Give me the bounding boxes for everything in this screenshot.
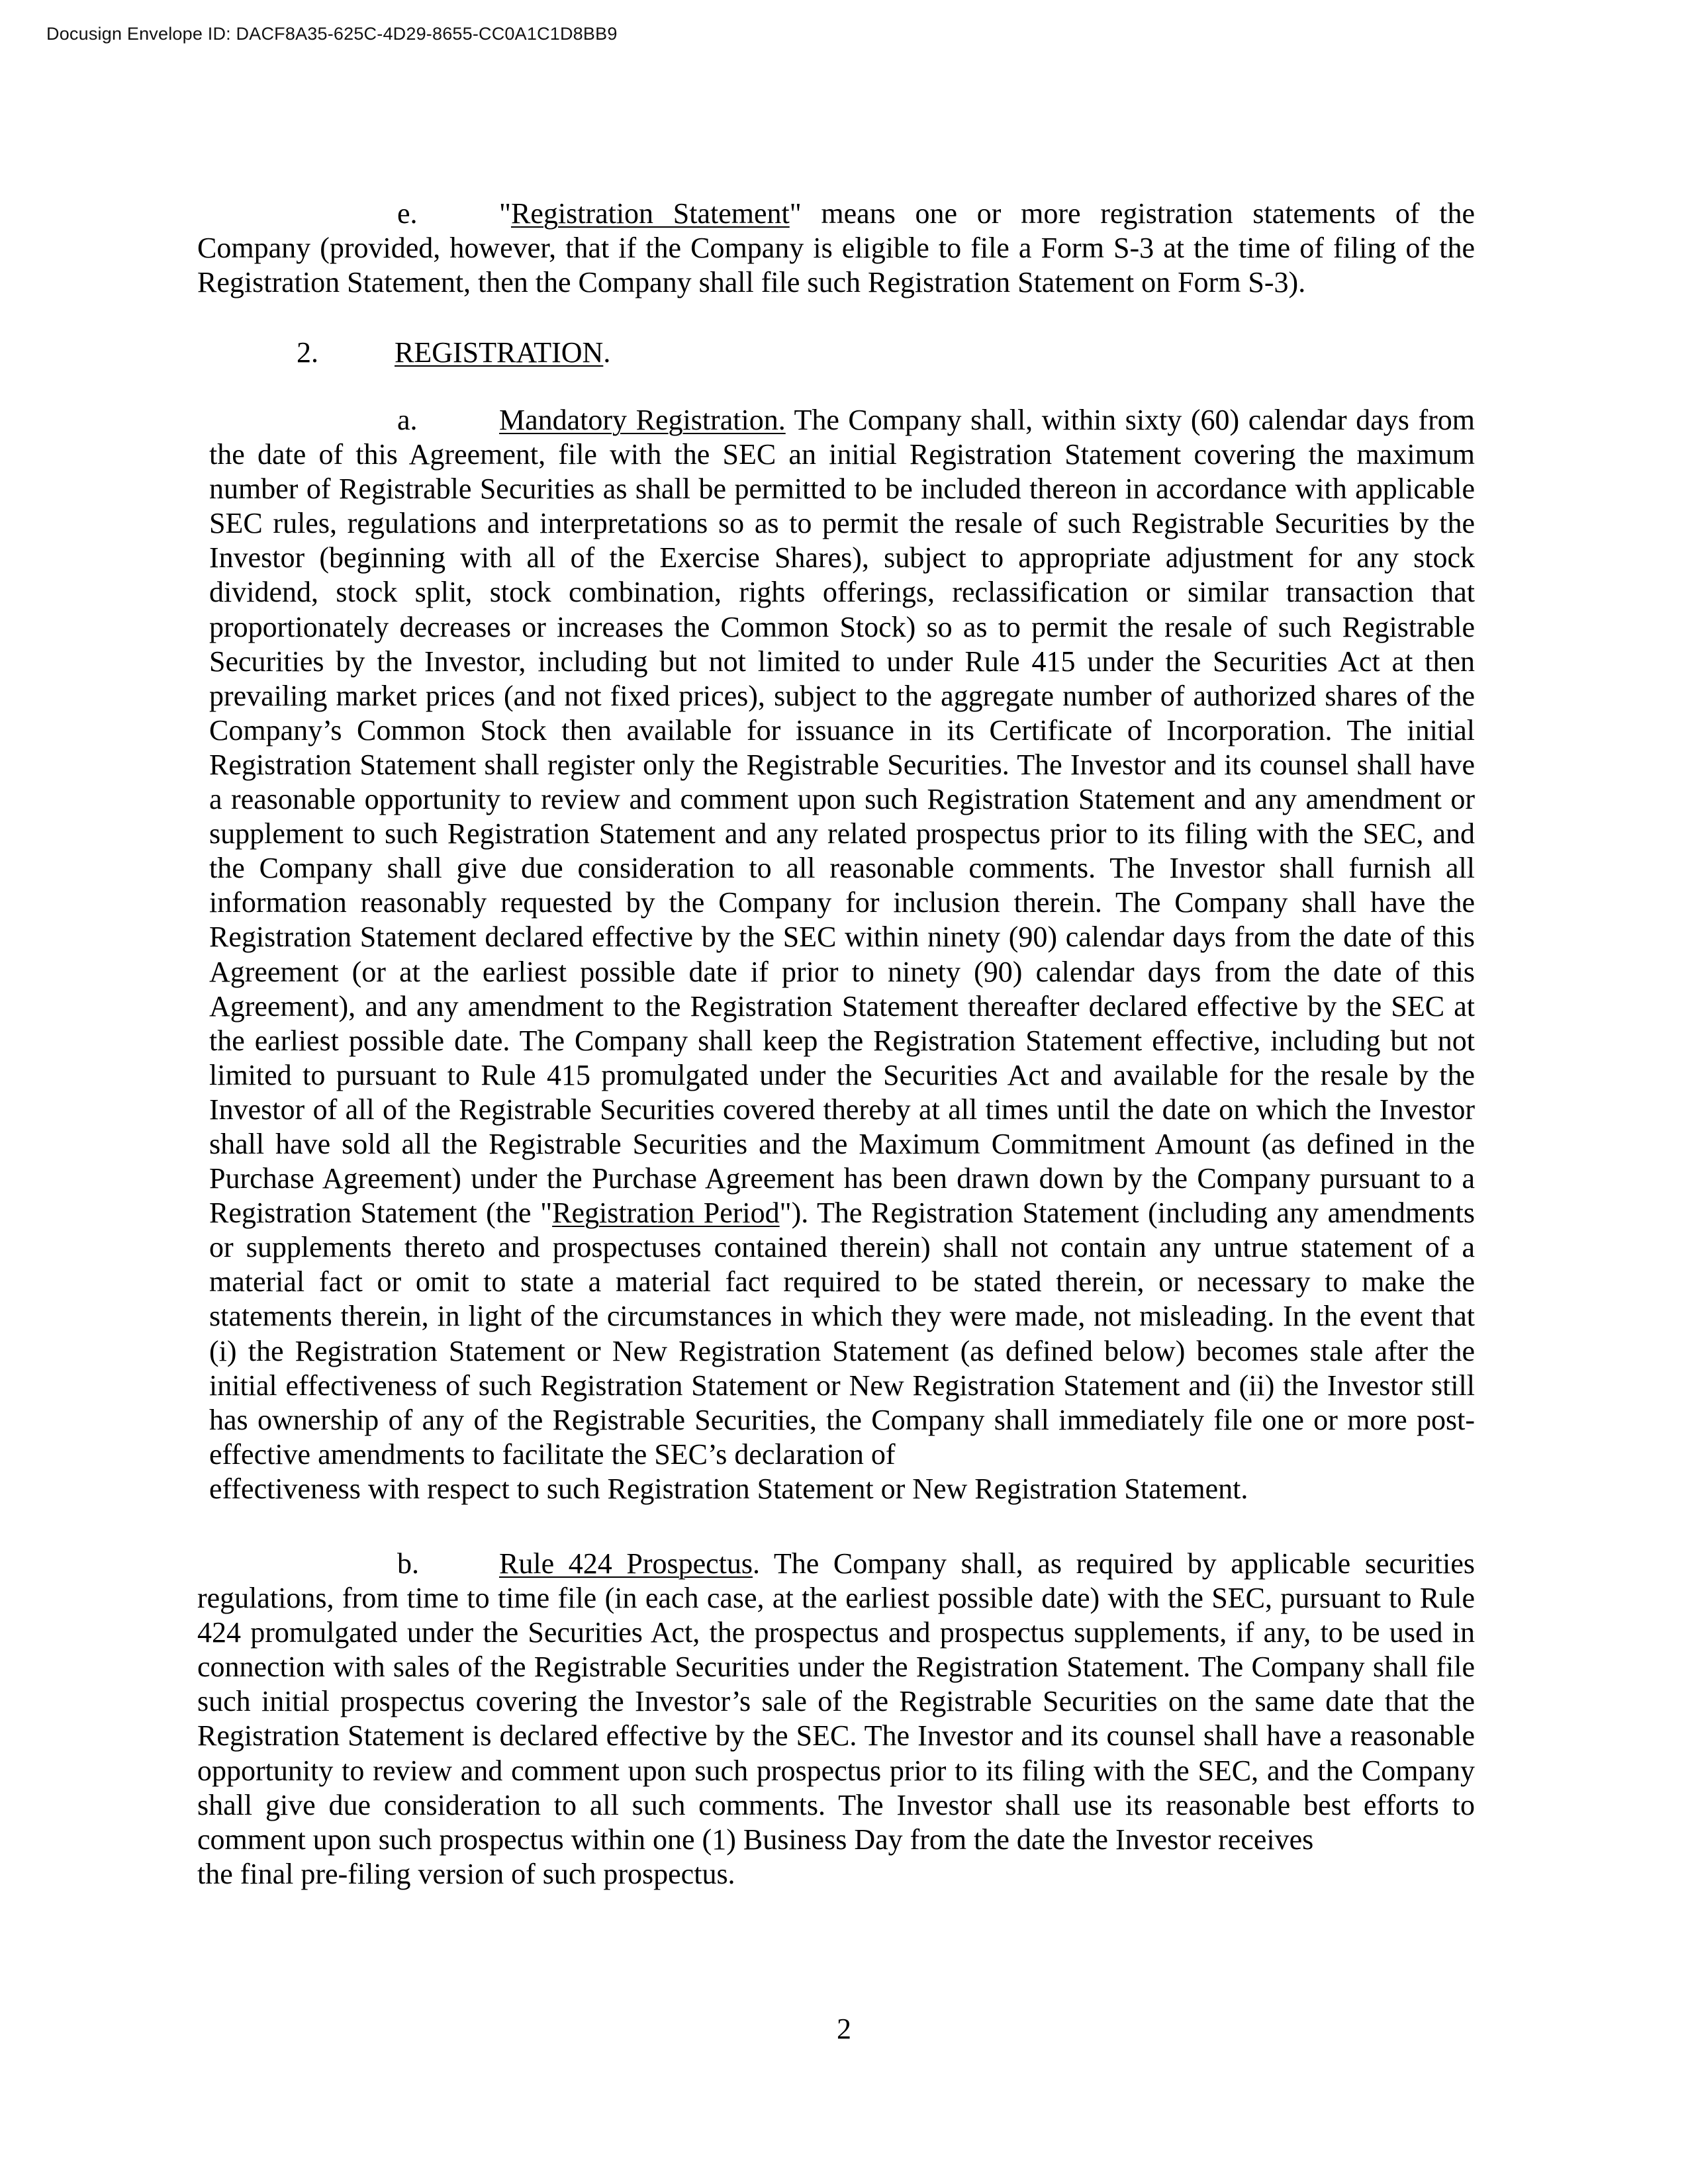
section-2b-text: . The Company shall, as required by applicable securities regulations, from time to time file (in each case, at the earliest possible date) with the SEC, pursuant to Rule 424 promulgated under the Securities Act, the prospectus and prospectus supplements, if any, to be used in connection with sales of the Registrable Securities under the Registration Statement. The Company shall file such initial prospectus covering the Investor’s sale of the Registrable Securities on the same date that the Registration Statement is declared effective by the SEC. The Investor and its counsel shall have a reasonable opportunity to review and comment upon such prospectus prior to its filing with the SEC, and the Company shall give due consideration to all such comments. The Investor shall use its reasonable best efforts to comment upon such prospectus within one (1) Business Day from the date the Investor receives <box>197 1547 1475 1856</box>
section-2-title: REGISTRATION <box>395 336 604 369</box>
section-2a-label: a. <box>397 404 418 436</box>
section-2-number: 2. <box>297 336 318 369</box>
section-2-heading: 2. REGISTRATION. <box>297 336 610 370</box>
section-2b-label: b. <box>397 1547 419 1580</box>
section-2a-last-line: effectiveness with respect to such Registration Statement or New Registration Statement. <box>209 1472 1248 1505</box>
definition-e-label: e. <box>397 197 418 230</box>
definition-e-paragraph: e. "Registration Statement" means one or more registration statements of the Company (provided, however, that if the Company is eligible to file a Form S-3 at the time of filing of the Registration Statement, then the Company shall file such Registration Statement on Form S-3). <box>197 197 1475 299</box>
section-2b-paragraph <box>197 1547 1475 1891</box>
definition-e-text: " means one or more registration statements of the Company (provided, however, that if the Company is eligible to file a Form S-3 at the time of filing of the Registration Statement, then the Company shall file such Registration Statement on Form S-3). <box>197 197 1475 299</box>
section-2a-title: Mandatory Registration. <box>499 404 786 436</box>
section-2b-last-line: the final pre-filing version of such prospectus. <box>197 1857 735 1890</box>
docusign-envelope-id: Docusign Envelope ID: DACF8A35-625C-4D29-8655-CC0A1C1D8BB9 <box>46 24 618 44</box>
section-2a-paragraph <box>209 403 1475 1506</box>
defined-term-registration-period: Registration Period <box>552 1197 780 1230</box>
section-2a-text-continued: "). The Registration Statement (including any amendments or supplements thereto and prospectuses contained therein) shall not contain any untrue statement of a material fact or omit to state a material fact required to be stated therein, or necessary to make the statements therein, in light of the circumstances in which they were made, not misleading. In the event that (i) the Registration Statement or New Registration Statement (as defined below) becomes stale after the initial effectiveness of such Registration Statement or New Registration Statement and (ii) the Investor still has ownership of any of the Registrable Securities, the Company shall immediately file one or more post-effective amendments to facilitate the SEC’s declaration of <box>209 1197 1476 1471</box>
page-number: 2 <box>837 2013 851 2045</box>
section-2b-title: Rule 424 Prospectus <box>499 1547 753 1580</box>
defined-term-registration-statement: Registration Statement <box>510 197 790 230</box>
section-2a-text: The Company shall, within sixty (60) calendar days from the date of this Agreement, file with the SEC an initial Registration Statement covering the maximum number of Registrable Securities as shall be permitted to be included thereon in accordance with applicable SEC rules, regulations and interpretations so as to permit the resale of such Registrable Securities by the Investor (beginning with all of the Exercise Shares), subject to appropriate adjustment for any stock dividend, stock split, stock combination, rights offerings, reclassification or similar transaction that proportionately decreases or increases the Common Stock) so as to permit the resale of such Registrable Securities by the Investor, including but not limited to under Rule 415 under the Securities Act at then prevailing market prices (and not fixed prices), subject to the aggregate number of authorized shares of the Company’s Common Stock then available for issuance in its Certificate of Incorporation. The initial Registration Statement shall register only the Registrable Securities. The Investor and its counsel shall have a reasonable opportunity to review and comment upon such Registration Statement and any amendment or supplement to such Registration Statement and any related prospectus prior to its filing with the SEC, and the Company shall give due consideration to all reasonable comments. The Investor shall furnish all information reasonably requested by the Company for inclusion therein. The Company shall have the Registration Statement declared effective by the SEC within ninety (90) calendar days from the date of this Agreement (or at the earliest possible date if prior to ninety (90) calendar days from the date of this Agreement), and any amendment to the Registration Statement thereafter declared effective by the SEC at the earliest possible date. The Company shall keep the Registration Statement effective, including but not limited to pursuant to Rule 415 promulgated under the Securities Act and available for the resale by the Investor of all of the Registrable Securities covered thereby at all times until the date on which the Investor shall have sold all the Registrable Securities and the Maximum Commitment Amount (as defined in the Purchase Agreement) under the Purchase Agreement has been drawn down by the Company pursuant to a Registration Statement (the " <box>209 404 1475 1230</box>
